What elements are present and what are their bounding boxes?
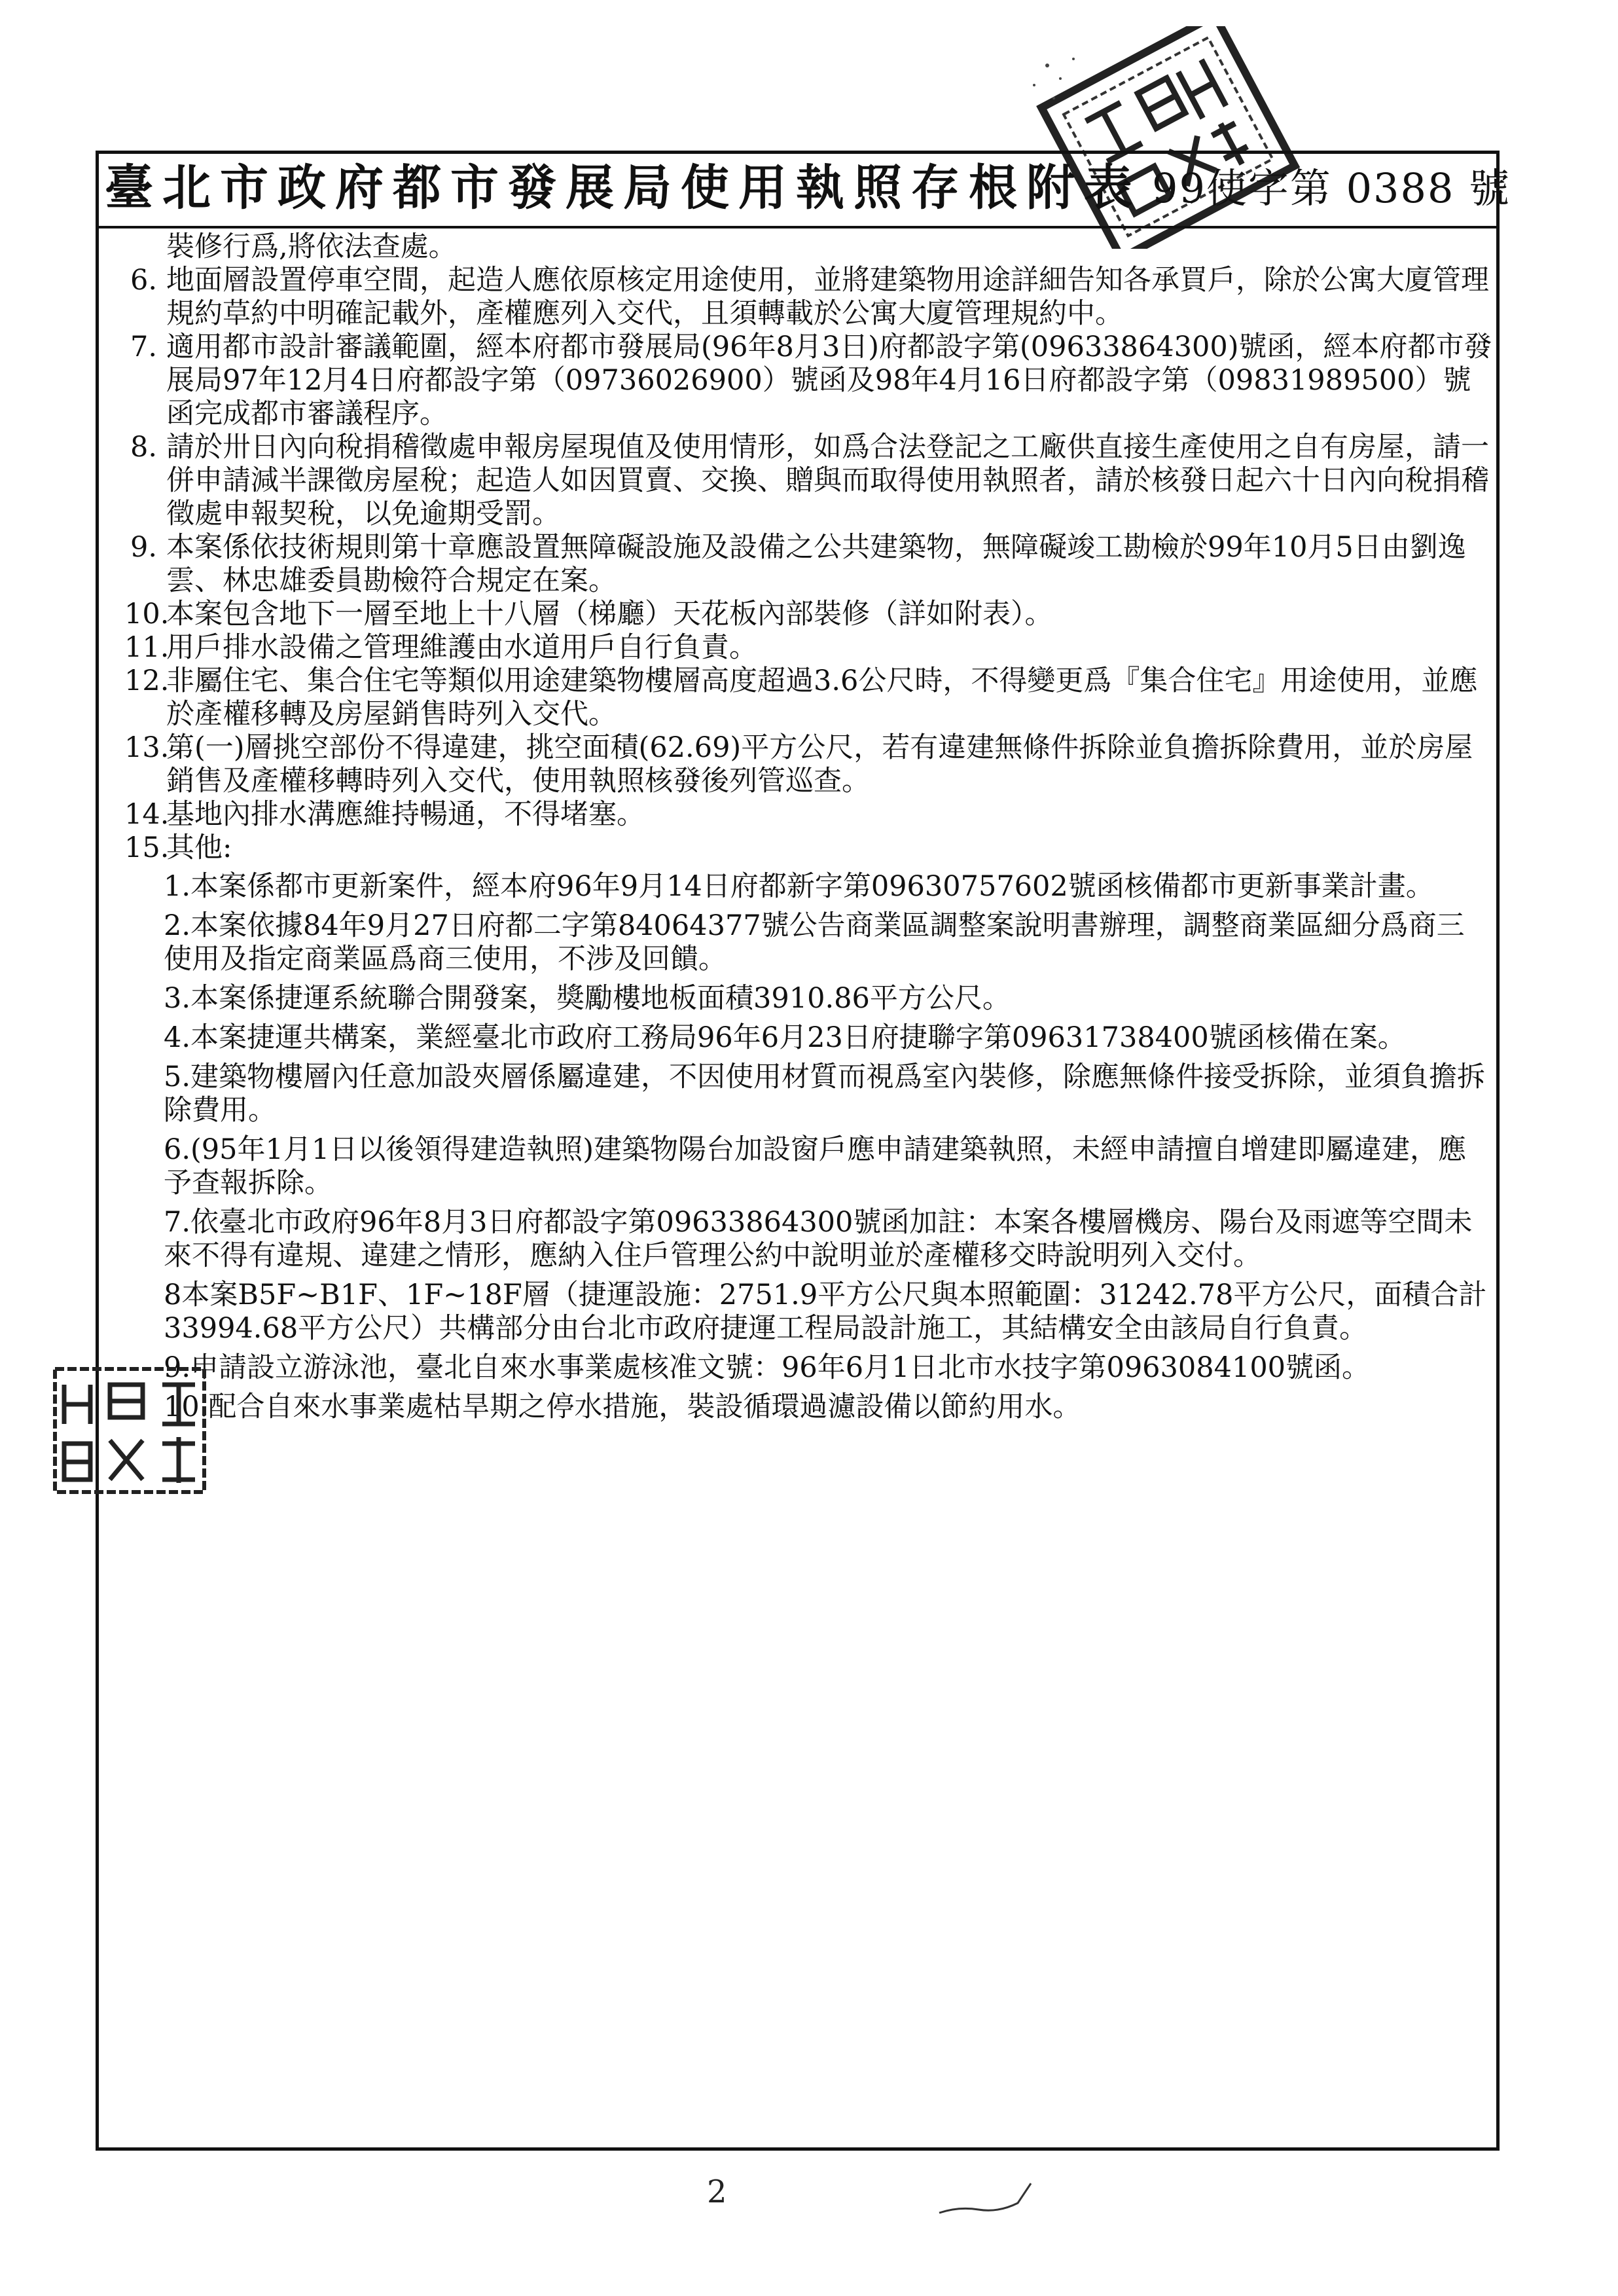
list-item [124,798,1492,831]
item-text: 用戶排水設備之管理維護由水道用戶自行負責。 [166,631,757,664]
permit-number: 99使字第 0388 號 [1152,164,1511,212]
conditions-list [124,230,1492,1430]
item-number: 8. [130,431,157,464]
item-number: 13. [124,731,170,764]
item-number: 14. [124,798,170,831]
sub-list-item: 5.建築物樓層內任意加設夾層係屬違建，不因使用材質而視爲室內裝修，除應無條件接受拆除，並須負擔拆除費用。 [164,1061,1486,1127]
sub-list-item: 8本案B5F~B1F、1F~18F層（捷運設施：2751.9平方公尺與本照範圍：31242.78平方公尺，面積合計33994.68平方公尺）共構部分由台北市政府捷運工程局設計施工，其結構安全由該局自行負責。 [164,1279,1487,1345]
document-title: 臺北市政府都市發展局使用執照存根附表 [105,160,1142,216]
sub-list-item: 1.本案係都市更新案件，經本府96年9月14日府都新字第09630757602號函核備都市更新事業計畫。 [164,870,1434,903]
item-number: 12. [124,665,170,697]
list-item [124,264,1492,331]
item-number: 15. [124,831,170,864]
other-conditions [124,870,1492,1424]
list-item [124,531,1492,598]
list-item [124,598,1492,631]
sub-list-item: 4.本案捷運共構案，業經臺北市政府工務局96年6月23日府捷聯字第09631738400號函核備在案。 [164,1021,1406,1054]
signature-scribble [936,2180,1041,2219]
item-text: 本案係依技術規則第十章應設置無障礙設施及設備之公共建築物，無障礙竣工勘檢於99年10月5日由劉逸雲、林忠雄委員勘檢符合規定在案。 [166,531,1466,597]
item-text: 基地內排水溝應維持暢通，不得堵塞。 [166,798,645,831]
header-divider [96,226,1500,228]
item-number: 6. [130,264,157,297]
page-mark: 2 [707,2174,727,2210]
item-number: 11. [124,631,170,664]
list-item [124,431,1492,531]
item-text: 適用都市設計審議範圍，經本府都市發展局(96年8月3日)府都設字第(09633864300)號函，經本府都市發展局97年12月4日府都設字第（09736026900）號函及98年4月16日府都設字第（09831989500）號函完成都市審議程序。 [166,331,1492,430]
sub-list-item: 7.依臺北市政府96年8月3日府都設字第09633864300號函加註：本案各樓層機房、陽台及雨遮等空間未來不得有違規、違建之情形，應納入住戶管理公約中說明並於產權移交時說明列入交付。 [164,1206,1473,1272]
item-text: 請於卅日內向稅捐稽徵處申報房屋現值及使用情形，如爲合法登記之工廠供直接生產使用之自有房屋，請一併申請減半課徵房屋稅；起造人如因買賣、交換、贈與而取得使用執照者，請於核發日起六十日內向稅捐稽徵處申報契稅，以免逾期受罰。 [166,431,1489,530]
list-item [124,331,1492,431]
item-number: 10. [124,598,170,630]
item-number: 9. [130,531,157,564]
list-item [124,665,1492,731]
sub-list-item: 10.配合自來水事業處枯旱期之停水措施，裝設循環過濾設備以節約用水。 [164,1391,1081,1423]
item-text: 其他: [166,831,232,864]
sub-list-item: 3.本案係捷運系統聯合開發案，獎勵樓地板面積3910.86平方公尺。 [164,982,1011,1015]
item-text: 第(一)層挑空部份不得違建，挑空面積(62.69)平方公尺，若有違建無條件拆除並負擔拆除費用，並於房屋銷售及產權移轉時列入交代，使用執照核發後列管巡查。 [166,731,1473,797]
sub-list-item: 9.申請設立游泳池，臺北自來水事業處核准文號：96年6月1日北市水技字第0963084100號函。 [164,1351,1371,1384]
list-item [124,230,1492,264]
sub-list-item: 6.(95年1月1日以後領得建造執照)建築物陽台加設窗戶應申請建築執照，未經申請擅自增建即屬違建，應予查報拆除。 [164,1133,1467,1199]
sub-list-item: 2.本案依據84年9月27日府都二字第84064377號公告商業區調整案說明書辦理，調整商業區細分爲商三使用及指定商業區爲商三使用，不涉及回饋。 [164,909,1465,975]
item-text: 地面層設置停車空間，起造人應依原核定用途使用，並將建築物用途詳細告知各承買戶，除於公寓大廈管理規約草約中明確記載外，產權應列入交代，且須轉載於公寓大廈管理規約中。 [166,264,1489,330]
list-item [124,831,1492,865]
seal-stamp-left [51,1365,208,1496]
item-number: 7. [130,331,157,363]
list-item [124,631,1492,665]
item-text: 本案包含地下一層至地上十八層（梯廳）天花板內部裝修（詳如附表）。 [166,598,1053,630]
item-text: 非屬住宅、集合住宅等類似用途建築物樓層高度超過3.6公尺時，不得變更爲『集合住宅』用途使用，並應於產權移轉及房屋銷售時列入交代。 [166,665,1478,731]
continuation-text: 裝修行爲,將依法查處。 [166,230,457,263]
list-item [124,731,1492,798]
